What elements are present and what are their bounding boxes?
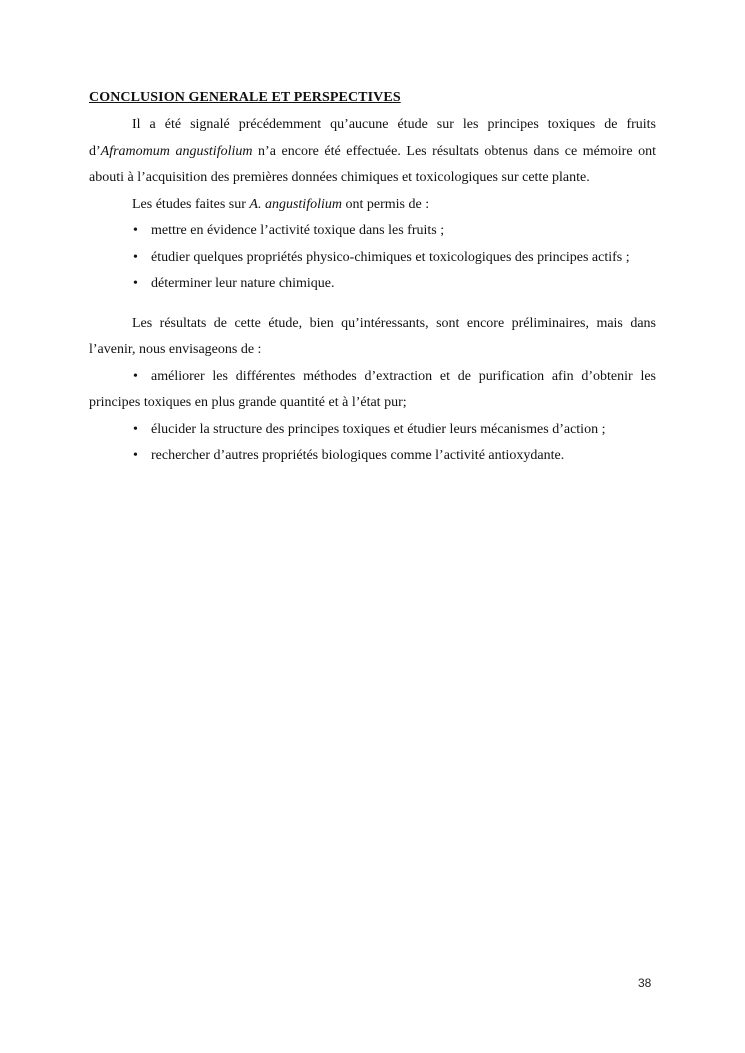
list-item — [89, 417, 656, 444]
list-item-text: élucider la structure des principes toxiques et étudier leurs mécanismes d’action ; — [151, 421, 606, 437]
paragraph-intro-text-1: Il a été signalé précédemment qu’aucune étude sur les principes toxiques de fruits d’ — [89, 117, 656, 159]
bullet-icon: • — [133, 421, 138, 437]
list-item-text: mettre en évidence l’activité toxique dans les fruits ; — [151, 223, 445, 238]
document-body — [89, 87, 656, 470]
bullet-icon: • — [133, 368, 138, 384]
species-abbrev-italic: A. angustifolium — [249, 196, 342, 212]
list-item-text: améliorer les différentes méthodes d’extraction et de purification afin d’obtenir les principes toxiques en plus grande quantité et à l’état pur; — [89, 368, 656, 410]
page-number: 38 — [638, 976, 652, 990]
bullet-icon: • — [133, 448, 138, 463]
bullet-icon: • — [133, 223, 138, 238]
list-item-text: étudier quelques propriétés physico-chimiques et toxicologiques des principes actifs ; — [151, 249, 630, 265]
species-name-italic: Aframomum angustifolium — [100, 143, 253, 159]
list-item — [89, 443, 656, 470]
paragraph-perspectives: Les résultats de cette étude, bien qu’intéressants, sont encore préliminaires, mais dans l’avenir, nous envisageons de : — [89, 315, 656, 357]
paragraph-studies — [89, 192, 656, 219]
list-item — [89, 218, 656, 245]
perspectives-list — [89, 364, 656, 470]
bullet-icon: • — [133, 276, 138, 291]
paragraph-studies-text-2: ont permis de : — [341, 196, 430, 212]
list-item — [89, 245, 656, 272]
list-item-text: déterminer leur nature chimique. — [151, 276, 335, 291]
paragraph-studies-text-1: Les études faites sur — [132, 196, 250, 212]
list-item-text: rechercher d’autres propriétés biologiques comme l’activité antioxydante. — [151, 448, 565, 463]
list-item — [89, 271, 656, 298]
section-title: CONCLUSION GENERALE ET PERSPECTIVES — [89, 90, 401, 105]
results-list — [89, 218, 656, 298]
bullet-icon: • — [133, 249, 138, 265]
paragraph-intro-text-2: n’a encore été effectuée. Les résultats obtenus dans ce mémoire ont abouti à l’acquisition des premières données chimiques et toxicologiques sur cette plante. — [89, 143, 657, 185]
paragraph-intro — [89, 112, 656, 192]
list-item — [89, 364, 656, 417]
